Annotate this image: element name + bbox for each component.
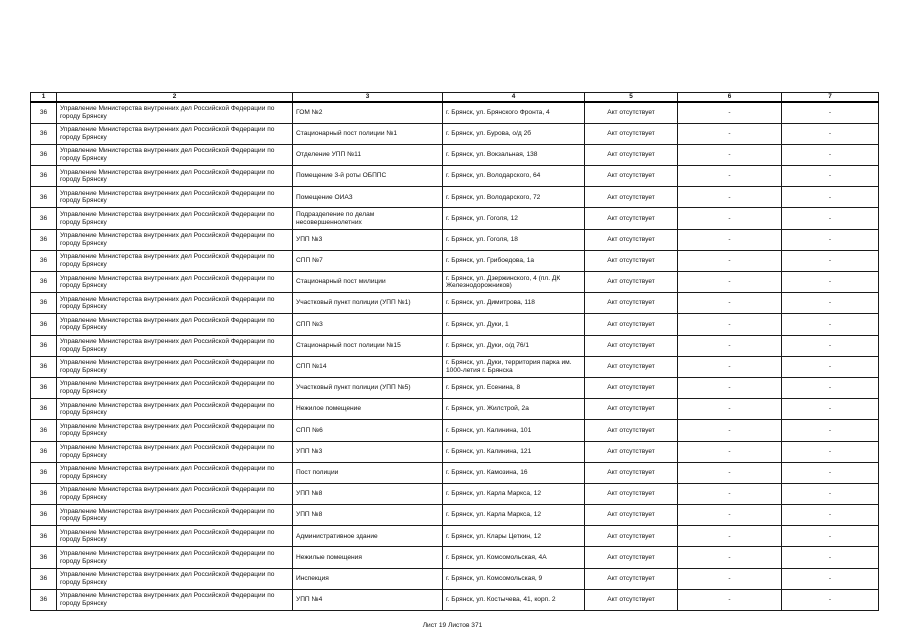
- column-6-cell: -: [678, 589, 782, 610]
- object-name-cell: Стационарный пост полиции №1: [293, 123, 443, 144]
- table-row: [31, 272, 879, 293]
- act-status-cell: Акт отсутствует: [585, 483, 678, 504]
- organization-cell: Управление Министерства внутренних дел Российской Федерации по городу Брянску: [57, 208, 293, 229]
- column-6-cell: -: [678, 568, 782, 589]
- row-number-cell: 36: [31, 441, 57, 462]
- column-7-cell: -: [782, 229, 879, 250]
- organization-cell: Управление Министерства внутренних дел Российской Федерации по городу Брянску: [57, 462, 293, 483]
- organization-cell: Управление Министерства внутренних дел Российской Федерации по городу Брянску: [57, 314, 293, 335]
- act-status-cell: Акт отсутствует: [585, 166, 678, 187]
- address-cell: г. Брянск, ул. Гоголя, 12: [443, 208, 585, 229]
- act-status-cell: Акт отсутствует: [585, 526, 678, 547]
- address-cell: г. Брянск, ул. Калинина, 121: [443, 441, 585, 462]
- act-status-cell: Акт отсутствует: [585, 314, 678, 335]
- table-row: [31, 377, 879, 398]
- address-cell: г. Брянск, ул. Есенина, 8: [443, 377, 585, 398]
- object-name-cell: Административное здание: [293, 526, 443, 547]
- organization-cell: Управление Министерства внутренних дел Российской Федерации по городу Брянску: [57, 250, 293, 271]
- header-col-7: 7: [782, 93, 879, 103]
- address-cell: г. Брянск, ул. Бурова, о/д 2б: [443, 123, 585, 144]
- table-row: [31, 166, 879, 187]
- column-7-cell: -: [782, 483, 879, 504]
- act-status-cell: Акт отсутствует: [585, 229, 678, 250]
- column-6-cell: -: [678, 335, 782, 356]
- address-cell: г. Брянск, ул. Димитрова, 118: [443, 293, 585, 314]
- address-cell: г. Брянск, ул. Калинина, 101: [443, 420, 585, 441]
- table-row: [31, 356, 879, 377]
- table-row: [31, 102, 879, 123]
- column-7-cell: -: [782, 314, 879, 335]
- act-status-cell: Акт отсутствует: [585, 420, 678, 441]
- address-cell: г. Брянск, ул. Камозина, 16: [443, 462, 585, 483]
- object-name-cell: СПП №7: [293, 250, 443, 271]
- column-6-cell: -: [678, 483, 782, 504]
- column-6-cell: -: [678, 505, 782, 526]
- address-cell: г. Брянск, ул. Вокзальная, 138: [443, 144, 585, 165]
- organization-cell: Управление Министерства внутренних дел Российской Федерации по городу Брянску: [57, 293, 293, 314]
- object-name-cell: УПП №8: [293, 505, 443, 526]
- object-name-cell: Инспекция: [293, 568, 443, 589]
- table-row: [31, 314, 879, 335]
- row-number-cell: 36: [31, 229, 57, 250]
- column-6-cell: -: [678, 356, 782, 377]
- object-name-cell: СПП №6: [293, 420, 443, 441]
- address-cell: г. Брянск, ул. Дуки, 1: [443, 314, 585, 335]
- table-row: [31, 187, 879, 208]
- column-7-cell: -: [782, 166, 879, 187]
- address-cell: г. Брянск, ул. Дзержинского, 4 (пл. ДК Железнодорожников): [443, 272, 585, 293]
- object-name-cell: Участковый пункт полиции (УПП №1): [293, 293, 443, 314]
- page-footer: Лист 19 Листов 371: [422, 622, 483, 629]
- table-row: [31, 526, 879, 547]
- act-status-cell: Акт отсутствует: [585, 293, 678, 314]
- act-status-cell: Акт отсутствует: [585, 462, 678, 483]
- table-row: [31, 250, 879, 271]
- act-status-cell: Акт отсутствует: [585, 589, 678, 610]
- object-name-cell: СПП №3: [293, 314, 443, 335]
- column-6-cell: -: [678, 377, 782, 398]
- organization-cell: Управление Министерства внутренних дел Российской Федерации по городу Брянску: [57, 568, 293, 589]
- address-cell: г. Брянск, ул. Клары Цеткин, 12: [443, 526, 585, 547]
- act-status-cell: Акт отсутствует: [585, 356, 678, 377]
- header-col-6: 6: [678, 93, 782, 103]
- act-status-cell: Акт отсутствует: [585, 123, 678, 144]
- act-status-cell: Акт отсутствует: [585, 547, 678, 568]
- table-row: [31, 568, 879, 589]
- row-number-cell: 36: [31, 250, 57, 271]
- organization-cell: Управление Министерства внутренних дел Российской Федерации по городу Брянску: [57, 441, 293, 462]
- column-6-cell: -: [678, 229, 782, 250]
- column-7-cell: -: [782, 399, 879, 420]
- object-name-cell: ГОМ №2: [293, 102, 443, 123]
- table-row: [31, 208, 879, 229]
- organization-cell: Управление Министерства внутренних дел Российской Федерации по городу Брянску: [57, 229, 293, 250]
- row-number-cell: 36: [31, 187, 57, 208]
- address-cell: г. Брянск, ул. Жилстрой, 2а: [443, 399, 585, 420]
- row-number-cell: 36: [31, 314, 57, 335]
- object-name-cell: Стационарный пост полиции №15: [293, 335, 443, 356]
- row-number-cell: 36: [31, 505, 57, 526]
- act-status-cell: Акт отсутствует: [585, 335, 678, 356]
- registry-sheet: [30, 92, 878, 611]
- column-7-cell: -: [782, 526, 879, 547]
- object-name-cell: Помещение 3-й роты ОБППС: [293, 166, 443, 187]
- column-6-cell: -: [678, 462, 782, 483]
- column-7-cell: -: [782, 123, 879, 144]
- table-row: [31, 483, 879, 504]
- object-name-cell: Пост полиции: [293, 462, 443, 483]
- table-row: [31, 441, 879, 462]
- row-number-cell: 36: [31, 272, 57, 293]
- column-7-cell: -: [782, 462, 879, 483]
- row-number-cell: 36: [31, 420, 57, 441]
- address-cell: г. Брянск, ул. Карла Маркса, 12: [443, 505, 585, 526]
- row-number-cell: 36: [31, 335, 57, 356]
- column-7-cell: -: [782, 420, 879, 441]
- act-status-cell: Акт отсутствует: [585, 441, 678, 462]
- address-cell: г. Брянск, ул. Володарского, 72: [443, 187, 585, 208]
- row-number-cell: 36: [31, 123, 57, 144]
- column-7-cell: -: [782, 356, 879, 377]
- object-name-cell: УПП №3: [293, 441, 443, 462]
- act-status-cell: Акт отсутствует: [585, 272, 678, 293]
- column-6-cell: -: [678, 187, 782, 208]
- column-7-cell: -: [782, 441, 879, 462]
- column-7-cell: -: [782, 208, 879, 229]
- row-number-cell: 36: [31, 166, 57, 187]
- address-cell: г. Брянск, ул. Костычева, 41, корп. 2: [443, 589, 585, 610]
- organization-cell: Управление Министерства внутренних дел Российской Федерации по городу Брянску: [57, 144, 293, 165]
- organization-cell: Управление Министерства внутренних дел Российской Федерации по городу Брянску: [57, 377, 293, 398]
- column-6-cell: -: [678, 314, 782, 335]
- column-6-cell: -: [678, 526, 782, 547]
- organization-cell: Управление Министерства внутренних дел Российской Федерации по городу Брянску: [57, 102, 293, 123]
- column-7-cell: -: [782, 293, 879, 314]
- address-cell: г. Брянск, ул. Гоголя, 18: [443, 229, 585, 250]
- column-6-cell: -: [678, 420, 782, 441]
- act-status-cell: Акт отсутствует: [585, 568, 678, 589]
- object-name-cell: УПП №3: [293, 229, 443, 250]
- column-6-cell: -: [678, 441, 782, 462]
- row-number-cell: 36: [31, 526, 57, 547]
- address-cell: г. Брянск, ул. Комсомольская, 4А: [443, 547, 585, 568]
- address-cell: г. Брянск, ул. Грибоедова, 1а: [443, 250, 585, 271]
- table-row: [31, 589, 879, 610]
- table-row: [31, 123, 879, 144]
- act-status-cell: Акт отсутствует: [585, 208, 678, 229]
- column-7-cell: -: [782, 505, 879, 526]
- column-7-cell: -: [782, 335, 879, 356]
- organization-cell: Управление Министерства внутренних дел Российской Федерации по городу Брянску: [57, 123, 293, 144]
- object-name-cell: Нежилое помещение: [293, 399, 443, 420]
- row-number-cell: 36: [31, 356, 57, 377]
- object-name-cell: Отделение УПП №11: [293, 144, 443, 165]
- address-cell: г. Брянск, ул. Дуки, о/д 76/1: [443, 335, 585, 356]
- row-number-cell: 36: [31, 102, 57, 123]
- column-7-cell: -: [782, 250, 879, 271]
- organization-cell: Управление Министерства внутренних дел Российской Федерации по городу Брянску: [57, 589, 293, 610]
- column-6-cell: -: [678, 166, 782, 187]
- column-6-cell: -: [678, 250, 782, 271]
- column-6-cell: -: [678, 123, 782, 144]
- row-number-cell: 36: [31, 377, 57, 398]
- row-number-cell: 36: [31, 144, 57, 165]
- row-number-cell: 36: [31, 547, 57, 568]
- organization-cell: Управление Министерства внутренних дел Российской Федерации по городу Брянску: [57, 420, 293, 441]
- organization-cell: Управление Министерства внутренних дел Российской Федерации по городу Брянску: [57, 166, 293, 187]
- header-row: [31, 93, 879, 103]
- address-cell: г. Брянск, ул. Володарского, 64: [443, 166, 585, 187]
- row-number-cell: 36: [31, 462, 57, 483]
- organization-cell: Управление Министерства внутренних дел Российской Федерации по городу Брянску: [57, 187, 293, 208]
- object-name-cell: СПП №14: [293, 356, 443, 377]
- row-number-cell: 36: [31, 399, 57, 420]
- address-cell: г. Брянск, ул. Брянского Фронта, 4: [443, 102, 585, 123]
- table-row: [31, 399, 879, 420]
- row-number-cell: 36: [31, 293, 57, 314]
- table-row: [31, 547, 879, 568]
- organization-cell: Управление Министерства внутренних дел Российской Федерации по городу Брянску: [57, 505, 293, 526]
- column-7-cell: -: [782, 589, 879, 610]
- table-row: [31, 335, 879, 356]
- column-7-cell: -: [782, 568, 879, 589]
- column-7-cell: -: [782, 377, 879, 398]
- address-cell: г. Брянск, ул. Дуки, территория парка им. 1000-летия г. Брянска: [443, 356, 585, 377]
- object-name-cell: Стационарный пост милиции: [293, 272, 443, 293]
- column-6-cell: -: [678, 399, 782, 420]
- organization-cell: Управление Министерства внутренних дел Российской Федерации по городу Брянску: [57, 547, 293, 568]
- organization-cell: Управление Министерства внутренних дел Российской Федерации по городу Брянску: [57, 272, 293, 293]
- act-status-cell: Акт отсутствует: [585, 250, 678, 271]
- header-col-4: 4: [443, 93, 585, 103]
- column-6-cell: -: [678, 293, 782, 314]
- column-6-cell: -: [678, 102, 782, 123]
- address-cell: г. Брянск, ул. Комсомольская, 9: [443, 568, 585, 589]
- organization-cell: Управление Министерства внутренних дел Российской Федерации по городу Брянску: [57, 399, 293, 420]
- table-row: [31, 420, 879, 441]
- column-7-cell: -: [782, 272, 879, 293]
- object-name-cell: УПП №8: [293, 483, 443, 504]
- row-number-cell: 36: [31, 208, 57, 229]
- table-body: [31, 102, 879, 611]
- column-6-cell: -: [678, 272, 782, 293]
- row-number-cell: 36: [31, 483, 57, 504]
- table-row: [31, 462, 879, 483]
- column-7-cell: -: [782, 102, 879, 123]
- table-row: [31, 293, 879, 314]
- act-status-cell: Акт отсутствует: [585, 144, 678, 165]
- address-cell: г. Брянск, ул. Карла Маркса, 12: [443, 483, 585, 504]
- act-status-cell: Акт отсутствует: [585, 102, 678, 123]
- object-name-cell: Участковый пункт полиции (УПП №5): [293, 377, 443, 398]
- column-7-cell: -: [782, 144, 879, 165]
- act-status-cell: Акт отсутствует: [585, 399, 678, 420]
- row-number-cell: 36: [31, 568, 57, 589]
- column-6-cell: -: [678, 208, 782, 229]
- organization-cell: Управление Министерства внутренних дел Российской Федерации по городу Брянску: [57, 356, 293, 377]
- table-row: [31, 144, 879, 165]
- object-name-cell: УПП №4: [293, 589, 443, 610]
- act-status-cell: Акт отсутствует: [585, 505, 678, 526]
- object-name-cell: Нежилые помещения: [293, 547, 443, 568]
- table-row: [31, 229, 879, 250]
- object-name-cell: Помещение ОИАЗ: [293, 187, 443, 208]
- object-name-cell: Подразделение по делам несовершеннолетних: [293, 208, 443, 229]
- header-col-5: 5: [585, 93, 678, 103]
- table-row: [31, 505, 879, 526]
- header-col-1: 1: [31, 93, 57, 103]
- column-7-cell: -: [782, 547, 879, 568]
- registry-table: [30, 92, 879, 611]
- table-header: [31, 93, 879, 103]
- column-6-cell: -: [678, 144, 782, 165]
- organization-cell: Управление Министерства внутренних дел Российской Федерации по городу Брянску: [57, 335, 293, 356]
- header-col-2: 2: [57, 93, 293, 103]
- row-number-cell: 36: [31, 589, 57, 610]
- column-6-cell: -: [678, 547, 782, 568]
- act-status-cell: Акт отсутствует: [585, 377, 678, 398]
- column-7-cell: -: [782, 187, 879, 208]
- organization-cell: Управление Министерства внутренних дел Российской Федерации по городу Брянску: [57, 483, 293, 504]
- act-status-cell: Акт отсутствует: [585, 187, 678, 208]
- header-col-3: 3: [293, 93, 443, 103]
- organization-cell: Управление Министерства внутренних дел Российской Федерации по городу Брянску: [57, 526, 293, 547]
